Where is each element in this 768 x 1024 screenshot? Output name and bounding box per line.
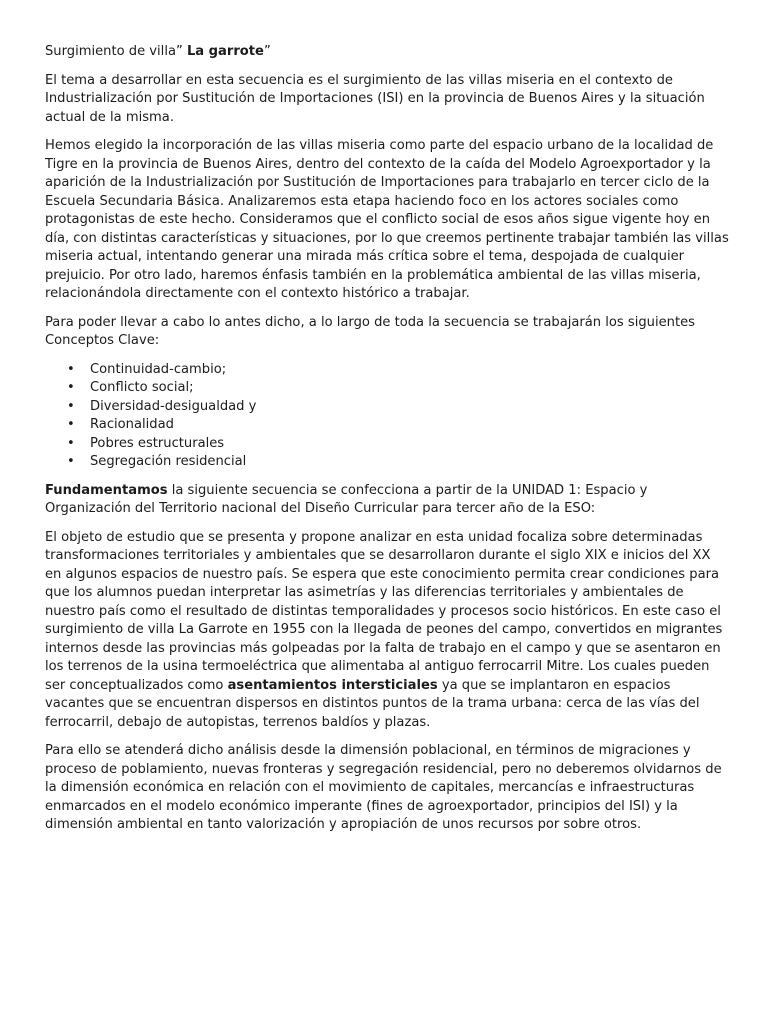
objeto-bold: asentamientos intersticiales [227, 677, 438, 693]
objeto-text-before: El objeto de estudio que se presenta y propone analizar en esta unidad focaliza sobre determinadas transformaciones territoriales y ambientales que se desarrollaron durante el siglo XIX e inicios del XX en algunos espacios de nuestro país. Se espera que este conocimiento permita crear condiciones para que los alumnos puedan interpretar las asimetrías y las diferencias territoriales y ambientales de nuestro país como el resultado de distintas temporalidades y procesos socio históricos. En este caso el surgimiento de villa La Garrote en 1955 con la llegada de peones del campo, convertidos en migrantes internos desde las provincias más golpeadas por la falta de trabajo en el campo y que se asentaron en los terrenos de la usina termoeléctrica que alimentaba al antiguo ferrocarril Mitre. Los cuales pueden ser conceptualizados como [45, 529, 723, 693]
objeto-paragraph [45, 529, 730, 733]
intro-paragraph: El tema a desarrollar en esta secuencia es el surgimiento de las villas miseria en el contexto de Industrialización por Sustitución de Importaciones (ISI) en la provincia de Buenos Aires y la situación actual de la misma. [45, 72, 705, 125]
concept-text: Racionalidad [90, 417, 174, 432]
document-title [45, 43, 730, 62]
fundamentos-bold: Fundamentamos [45, 482, 168, 498]
list-item [45, 416, 730, 435]
list-item [45, 435, 730, 454]
title-prefix: Surgimiento de villa” [45, 44, 187, 59]
concepts-intro-paragraph: Para poder llevar a cabo lo antes dicho, a lo largo de toda la secuencia se trabajarán los siguientes Conceptos Clave: [45, 314, 695, 348]
fundamentos-paragraph [45, 482, 730, 519]
title-suffix: ” [263, 44, 271, 59]
concept-text: Diversidad-desigualdad y [90, 398, 257, 414]
document-page [45, 43, 730, 845]
bullet-icon: • [67, 380, 75, 395]
bullet-icon: • [67, 361, 75, 377]
list-item [45, 361, 730, 380]
list-item [45, 379, 730, 398]
context-paragraph: Hemos elegido la incorporación de las villas miseria como parte del espacio urbano de la localidad de Tigre en la provincia de Buenos Aires, dentro del contexto de la caída del Modelo Agroexportador y la aparición de la Industrialización por Sustitución de Importaciones para trabajarlo en tercer ciclo de la Escuela Secundaria Básica. Analizaremos esta etapa haciendo foco en los actores sociales como protagonistas de este hecho. Consideramos que el conflicto social de esos años sigue vigente hoy en día, con distintas características y situaciones, por lo que creemos pertinente trabajar también las villas miseria actual, intentando generar una mirada más crítica sobre el tema, despojada de cualquier prejuicio. Por otro lado, haremos énfasis también en la problemática ambiental de las villas miseria, relacionándola directamente con el contexto histórico a trabajar. [45, 138, 729, 301]
final-paragraph: Para ello se atenderá dicho análisis desde la dimensión poblacional, en términos de migraciones y proceso de poblamiento, nuevas fronteras y segregación residencial, pero no deberemos olvidarnos de la dimensión económica en relación con el movimiento de capitales, mercancías e infraestructuras enmarcados en el modelo económico imperante (fines de agroexportador, principios del ISI) y la dimensión ambiental en tanto valorización y apropiación de unos recursos por sobre otros. [45, 743, 722, 832]
objeto-text-after: ya que se implantaron en espacios vacantes que se encuentran dispersos en distintos puntos de la trama urbana: cerca de las vías del ferrocarril, debajo de autopistas, terrenos baldíos y plazas. [45, 677, 700, 730]
list-item [45, 398, 730, 417]
title-bold: La garrote [186, 44, 264, 59]
list-item [45, 453, 730, 472]
concept-text: Continuidad-cambio; [90, 361, 227, 377]
fundamentos-text: la siguiente secuencia se confecciona a partir de la UNIDAD 1: Espacio y Organización del Territorio nacional del Diseño Curricular para tercer año de la ESO: [45, 482, 648, 516]
concept-text: Segregación residencial [90, 454, 247, 469]
concepts-list [45, 361, 730, 472]
concept-text: Conflicto social; [90, 380, 194, 395]
concept-text: Pobres estructurales [90, 435, 225, 451]
bullet-icon: • [67, 398, 75, 414]
bullet-icon: • [67, 454, 75, 469]
bullet-icon: • [67, 417, 75, 432]
bullet-icon: • [67, 435, 75, 451]
